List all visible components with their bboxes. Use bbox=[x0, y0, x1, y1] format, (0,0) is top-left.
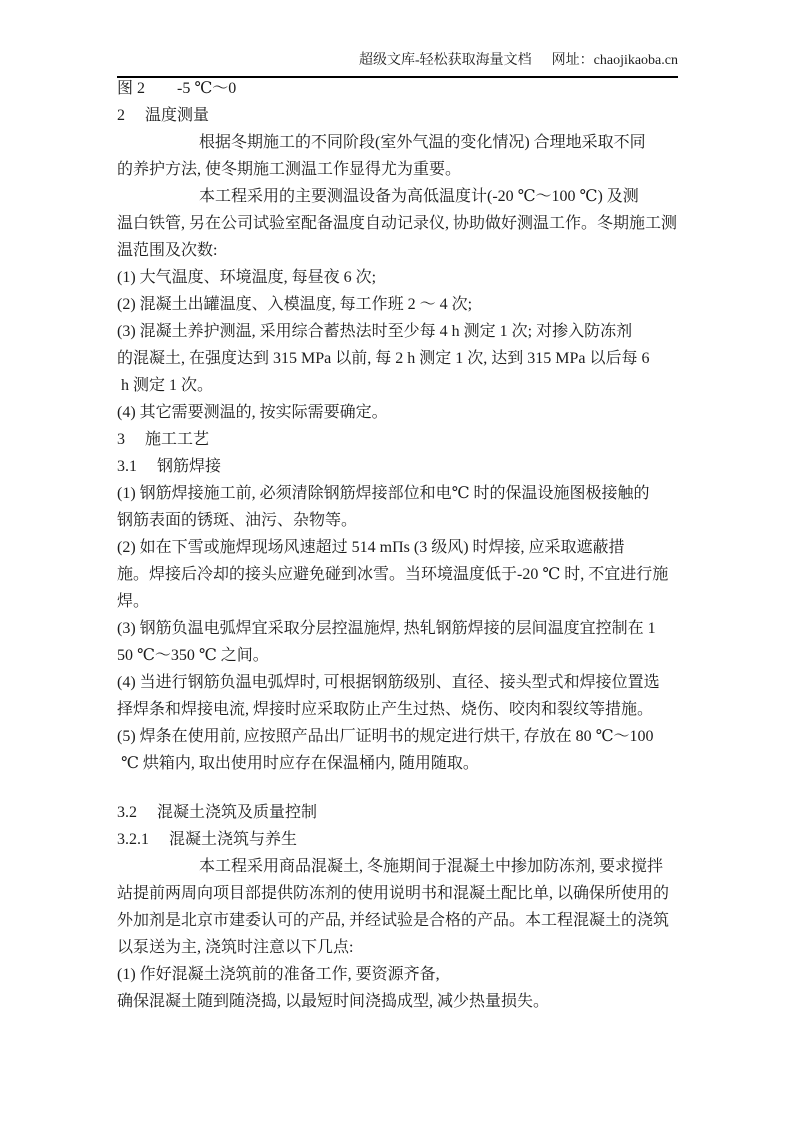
text-line: 施。焊接后冷却的接头应避免碰到冰雪。当环境温度低于-20 ℃ 时, 不宜进行施 bbox=[117, 566, 669, 583]
text-line: (3) 混凝土养护测温, 采用综合蓄热法时至少每 4 h 测定 1 次; 对掺入防冻剂 bbox=[117, 323, 633, 340]
text-line: (2) 混凝土出罐温度、入模温度, 每工作班 2 ～ 4 次; bbox=[117, 296, 473, 313]
text-line: 焊。 bbox=[117, 593, 150, 610]
text-line: 择焊条和焊接电流, 焊接时应采取防止产生过热、烧伤、咬肉和裂纹等措施。 bbox=[117, 701, 654, 718]
text-line: 本工程采用商品混凝土, 冬施期间于混凝土中掺加防冻剂, 要求搅拌 bbox=[199, 858, 664, 875]
text-line: 3.1 钢筋焊接 bbox=[117, 458, 222, 475]
paragraph-spacer bbox=[117, 777, 679, 799]
text-line: (1) 作好混凝土浇筑前的准备工作, 要资源齐备, bbox=[117, 966, 440, 983]
text-line: (5) 焊条在使用前, 应按照产品出厂证明书的规定进行烘干, 存放在 80 ℃～100 bbox=[117, 728, 654, 745]
text-line: (1) 钢筋焊接施工前, 必须清除钢筋焊接部位和电℃ 时的保温设施图极接触的 bbox=[117, 485, 650, 502]
text-line: 温白铁管, 另在公司试验室配备温度自动记录仪, 协助做好测温工作。冬期施工测 bbox=[117, 215, 678, 232]
text-line: 3.2 混凝土浇筑及质量控制 bbox=[117, 804, 318, 821]
text-line: (4) 其它需要测温的, 按实际需要确定。 bbox=[117, 404, 388, 421]
page-header bbox=[117, 52, 678, 70]
text-line: h 测定 1 次。 bbox=[117, 377, 214, 394]
text-line: (3) 钢筋负温电弧焊宜采取分层控温施焊, 热轧钢筋焊接的层间温度宜控制在 1 bbox=[117, 620, 656, 637]
text-line: (2) 如在下雪或施焊现场风速超过 514 mΠs (3 级风) 时焊接, 应采取遮蔽措 bbox=[117, 539, 625, 556]
document-body bbox=[117, 75, 679, 1015]
text-line: 钢筋表面的锈斑、油污、杂物等。 bbox=[117, 512, 358, 529]
text-line: 3 施工工艺 bbox=[117, 431, 210, 448]
text-line: 3.2.1 混凝土浇筑与养生 bbox=[117, 831, 298, 848]
text-line: (4) 当进行钢筋负温电弧焊时, 可根据钢筋级别、直径、接头型式和焊接位置选 bbox=[117, 674, 660, 691]
text-line: 根据冬期施工的不同阶段(室外气温的变化情况) 合理地采取不同 bbox=[199, 134, 646, 151]
text-line: 确保混凝土随到随浇捣, 以最短时间浇捣成型, 减少热量损失。 bbox=[117, 993, 550, 1010]
text-line: 温范围及次数: bbox=[117, 242, 218, 259]
header-url-label: 网址： bbox=[551, 53, 594, 68]
text-line: 图 2 -5 ℃～0 bbox=[117, 80, 237, 97]
text-line: 的养护方法, 使冬期施工测温工作显得尤为重要。 bbox=[117, 161, 462, 178]
text-line: 本工程采用的主要测温设备为高低温度计(-20 ℃～100 ℃) 及测 bbox=[199, 188, 639, 205]
text-line: 以泵送为主, 浇筑时注意以下几点: bbox=[117, 939, 354, 956]
header-url: chaojikaoba.cn bbox=[593, 53, 678, 68]
text-line: (1) 大气温度、环境温度, 每昼夜 6 次; bbox=[117, 269, 377, 286]
text-line: 50 ℃～350 ℃ 之间。 bbox=[117, 647, 269, 664]
text-line: 外加剂是北京市建委认可的产品, 并经试验是合格的产品。本工程混凝土的浇筑 bbox=[117, 912, 670, 929]
text-line: ℃ 烘箱内, 取出使用时应存在保温桶内, 随用随取。 bbox=[117, 755, 479, 772]
text-line: 的混凝土, 在强度达到 315 MPa 以前, 每 2 h 测定 1 次, 达到 315 MPa 以后每 6 bbox=[117, 350, 650, 367]
text-line: 2 温度测量 bbox=[117, 107, 210, 124]
text-line: 站提前两周向项目部提供防冻剂的使用说明书和混凝土配比单, 以确保所使用的 bbox=[117, 885, 670, 902]
header-brand-text: 超级文库-轻松获取海量文档 bbox=[358, 53, 532, 68]
